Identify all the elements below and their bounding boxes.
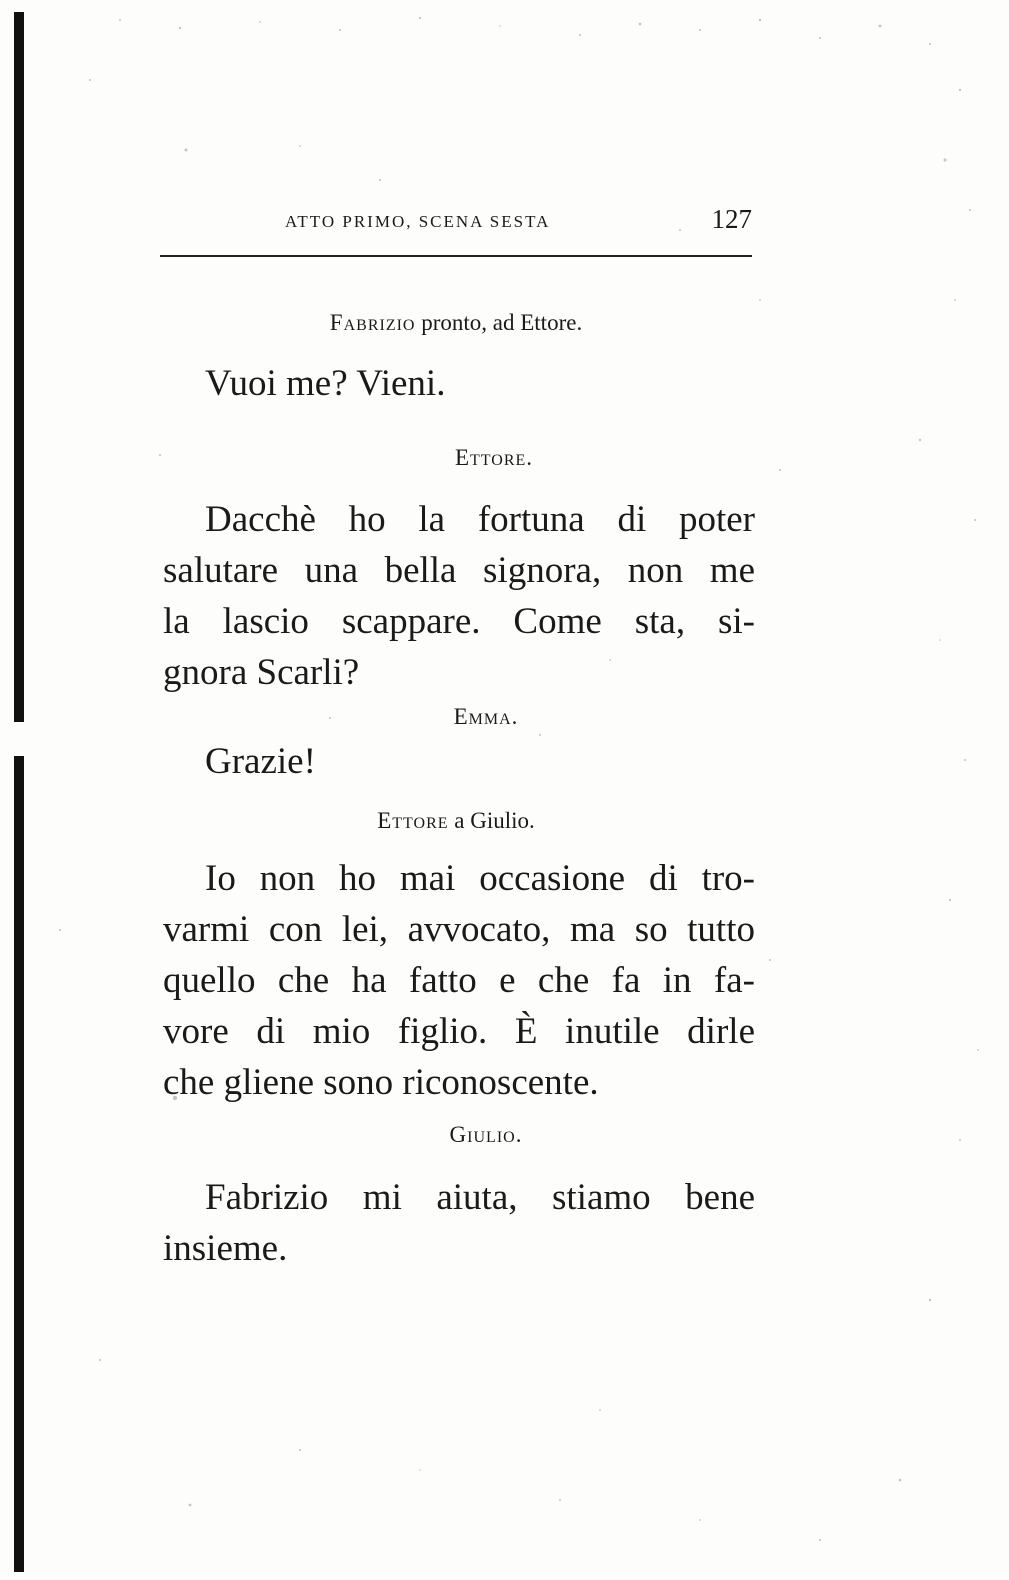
speech-line: Grazie! (205, 741, 316, 782)
speech-line: salutare una bella signora, non me (163, 550, 755, 591)
speaker-name: Fabrizio (329, 310, 416, 335)
speech-line: vore di mio figlio. È inutile dirle (163, 1011, 755, 1052)
speech-line: insieme. (163, 1228, 288, 1269)
speaker-heading (160, 445, 790, 471)
speech-line: Fabrizio mi aiuta, stiamo bene (205, 1177, 755, 1218)
binding-edge-gap (12, 722, 26, 756)
speech (163, 736, 755, 787)
speech-line: che gliene sono riconoscente. (163, 1062, 599, 1103)
running-header (160, 200, 752, 240)
speech-line: gnora Scarli? (163, 652, 360, 693)
speaker-name: Ettore. (454, 445, 534, 470)
speech-line: Dacchè ho la fortuna di poter (205, 499, 755, 540)
speech-line: Io non ho mai occasione di tro- (205, 858, 755, 899)
speech-line: la lascio scappare. Come sta, si- (163, 601, 755, 642)
speech (163, 1172, 755, 1274)
speaker-heading (160, 310, 752, 336)
speaker-name: Emma. (453, 704, 519, 729)
page-number: 127 (711, 204, 752, 234)
speech-line: Vuoi me? Vieni. (205, 363, 446, 404)
speech (163, 494, 755, 698)
stage-direction: pronto, ad Ettore. (421, 310, 583, 335)
speaker-heading (160, 808, 752, 834)
stage-direction: a Giulio. (454, 808, 535, 833)
binding-edge (14, 12, 24, 1572)
speech-line: quello che ha fatto e che fa in fa- (163, 960, 755, 1001)
speaker-name: Giulio. (449, 1122, 523, 1147)
header-rule (160, 255, 752, 257)
speech-line: varmi con lei, avvocato, ma so tutto (163, 909, 755, 950)
speech (163, 853, 755, 1108)
speaker-heading (160, 704, 782, 730)
speaker-name: Ettore (377, 808, 449, 833)
speaker-heading (160, 1122, 782, 1148)
speech (163, 358, 755, 409)
running-title: ATTO PRIMO, SCENA SESTA (285, 212, 551, 231)
